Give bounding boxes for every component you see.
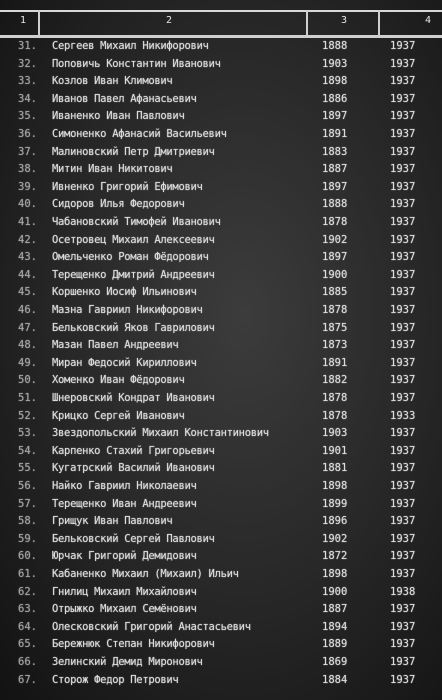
column-number-1: 1: [20, 15, 27, 26]
row-number: 53.: [18, 427, 37, 440]
row-number: 54.: [18, 444, 37, 457]
row-number: 40.: [18, 198, 37, 211]
event-year: 1937: [390, 286, 416, 299]
person-name: Козлов Иван Климович: [52, 75, 173, 88]
event-year: 1937: [390, 163, 416, 176]
row-number: 33.: [18, 75, 37, 88]
person-name: Терещенко Иван Андреевич: [52, 497, 197, 510]
column-number-4: 4: [425, 15, 432, 26]
person-name: Юрчак Григорий Демидович: [52, 550, 197, 563]
person-name: Сергеев Михаил Никифорович: [52, 40, 209, 52]
row-number: 42.: [18, 233, 37, 246]
person-name: Бережнюк Степан Никифорович: [52, 638, 215, 651]
column-number-2: 2: [166, 15, 173, 26]
row-number: 62.: [18, 585, 37, 598]
event-year: 1937: [390, 444, 416, 457]
birth-year: 1899: [322, 497, 348, 510]
column-number-3: 3: [341, 15, 348, 26]
birth-year: 1889: [322, 638, 348, 651]
event-year: 1937: [390, 40, 416, 52]
row-number: 35.: [18, 110, 37, 123]
row-number: 50.: [18, 374, 37, 387]
event-year: 1937: [390, 92, 416, 105]
event-year: 1937: [390, 356, 416, 369]
event-year: 1937: [390, 128, 416, 140]
row-number: 38.: [18, 163, 37, 176]
event-year: 1937: [390, 603, 416, 616]
row-number: 39.: [18, 180, 37, 193]
birth-year: 1896: [322, 515, 348, 528]
event-year: 1937: [390, 339, 416, 352]
event-year: 1937: [390, 251, 416, 264]
event-year: 1937: [390, 673, 416, 686]
birth-year: 1875: [322, 321, 348, 334]
column-divider: [378, 10, 380, 36]
birth-year: 1898: [322, 75, 348, 88]
person-name: Сторож Федор Петрович: [52, 673, 179, 686]
person-name: Ивненко Григорий Ефимович: [52, 180, 203, 193]
row-number: 44.: [18, 268, 37, 281]
birth-year: 1882: [322, 374, 348, 387]
person-name: Шнеровский Кондрат Иванович: [52, 392, 215, 404]
birth-year: 1902: [322, 233, 348, 246]
birth-year: 1888: [322, 198, 348, 211]
person-name: Симоненко Афанасий Васильевич: [52, 128, 227, 140]
event-year: 1938: [390, 585, 416, 598]
row-number: 55.: [18, 462, 37, 475]
birth-year: 1897: [322, 251, 348, 264]
birth-year: 1884: [322, 673, 348, 686]
birth-year: 1878: [322, 216, 348, 228]
event-year: 1937: [390, 374, 416, 387]
birth-year: 1878: [322, 304, 348, 316]
event-year: 1937: [390, 110, 416, 123]
birth-year: 1883: [322, 145, 348, 158]
row-number: 56.: [18, 480, 37, 492]
row-number: 31.: [18, 40, 37, 52]
column-divider: [306, 10, 308, 36]
row-number: 59.: [18, 532, 37, 545]
row-number: 57.: [18, 497, 37, 510]
event-year: 1937: [390, 620, 416, 633]
person-name: Гнилиц Михаил Михайлович: [52, 585, 197, 598]
row-number: 34.: [18, 92, 37, 105]
birth-year: 1881: [322, 462, 348, 475]
table-header: [0, 10, 442, 36]
row-number: 63.: [18, 603, 37, 616]
row-number: 43.: [18, 251, 37, 264]
row-number: 58.: [18, 515, 37, 528]
row-number: 51.: [18, 392, 37, 404]
birth-year: 1902: [322, 532, 348, 545]
event-year: 1937: [390, 550, 416, 563]
birth-year: 1886: [322, 92, 348, 105]
person-name: Отрыжко Михаил Семёнович: [52, 603, 197, 616]
row-number: 49.: [18, 356, 37, 369]
person-name: Кугатрский Василий Иванович: [52, 462, 215, 475]
event-year: 1937: [390, 198, 416, 211]
event-year: 1937: [390, 568, 416, 580]
row-number: 48.: [18, 339, 37, 352]
person-name: Омельченко Роман Фёдорович: [52, 251, 209, 264]
person-name: Поповичь Константин Иванович: [52, 57, 221, 70]
person-name: Митин Иван Никитович: [52, 163, 173, 176]
person-name: Карпенко Стахий Григорьевич: [52, 444, 215, 457]
person-name: Мазан Павел Андреевич: [52, 339, 179, 352]
row-number: 61.: [18, 568, 37, 580]
row-number: 37.: [18, 145, 37, 158]
person-name: Звездопольский Михаил Константинович: [52, 427, 269, 440]
event-year: 1937: [390, 304, 416, 316]
person-name: Осетровец Михаил Алексеевич: [52, 233, 215, 246]
birth-year: 1891: [322, 128, 348, 140]
birth-year: 1891: [322, 356, 348, 369]
birth-year: 1869: [322, 656, 348, 668]
event-year: 1937: [390, 480, 416, 492]
birth-year: 1887: [322, 603, 348, 616]
person-name: Крицко Сергей Иванович: [52, 409, 185, 422]
birth-year: 1873: [322, 339, 348, 352]
person-name: Коршенко Иосиф Ильинович: [52, 286, 197, 299]
event-year: 1937: [390, 57, 416, 70]
row-number: 32.: [18, 57, 37, 70]
birth-year: 1878: [322, 409, 348, 422]
birth-year: 1897: [322, 110, 348, 123]
row-number: 52.: [18, 409, 37, 422]
row-number: 47.: [18, 321, 37, 334]
event-year: 1933: [390, 409, 416, 422]
event-year: 1937: [390, 497, 416, 510]
person-name: Бельковский Сергей Павлович: [52, 532, 215, 545]
person-name: Иваненко Иван Павлович: [52, 110, 185, 123]
event-year: 1937: [390, 656, 416, 668]
birth-year: 1898: [322, 480, 348, 492]
person-name: Сидоров Илья Федорович: [52, 198, 185, 211]
event-year: 1937: [390, 145, 416, 158]
birth-year: 1903: [322, 57, 348, 70]
event-year: 1937: [390, 427, 416, 440]
event-year: 1937: [390, 392, 416, 404]
event-year: 1937: [390, 321, 416, 334]
person-name: Кабаненко Михаил (Михаил) Ильич: [52, 568, 239, 580]
birth-year: 1887: [322, 163, 348, 176]
birth-year: 1900: [322, 268, 348, 281]
birth-year: 1897: [322, 180, 348, 193]
birth-year: 1903: [322, 427, 348, 440]
event-year: 1937: [390, 515, 416, 528]
event-year: 1937: [390, 216, 416, 228]
birth-year: 1898: [322, 568, 348, 580]
row-number: 65.: [18, 638, 37, 651]
person-name: Олесковский Григорий Анастасьевич: [52, 620, 251, 633]
header-bottom-rule: [0, 35, 442, 38]
event-year: 1937: [390, 180, 416, 193]
row-number: 45.: [18, 286, 37, 299]
person-name: Бельковский Яков Гаврилович: [52, 321, 215, 334]
event-year: 1937: [390, 268, 416, 281]
row-number: 46.: [18, 304, 37, 316]
event-year: 1937: [390, 233, 416, 246]
row-number: 66.: [18, 656, 37, 668]
row-number: 41.: [18, 216, 37, 228]
person-name: Малиновский Петр Дмитриевич: [52, 145, 215, 158]
person-name: Зелинский Демид Миронович: [52, 656, 203, 668]
column-divider: [38, 10, 40, 36]
header-top-rule: [0, 10, 442, 12]
person-name: Иванов Павел Афанасьевич: [52, 92, 197, 105]
row-number: 36.: [18, 128, 37, 140]
birth-year: 1901: [322, 444, 348, 457]
row-number: 60.: [18, 550, 37, 563]
event-year: 1937: [390, 75, 416, 88]
person-name: Грищук Иван Павлович: [52, 515, 173, 528]
row-number: 67.: [18, 673, 37, 686]
event-year: 1937: [390, 532, 416, 545]
person-name: Мазна Гавриил Никифорович: [52, 304, 203, 316]
person-name: Миран Федосий Кириллович: [52, 356, 197, 369]
person-name: Найко Гавриил Николаевич: [52, 480, 197, 492]
birth-year: 1894: [322, 620, 348, 633]
row-number: 64.: [18, 620, 37, 633]
birth-year: 1872: [322, 550, 348, 563]
table-row: [0, 674, 442, 694]
birth-year: 1885: [322, 286, 348, 299]
event-year: 1937: [390, 462, 416, 475]
birth-year: 1888: [322, 40, 348, 52]
person-name: Хоменко Иван Фёдорович: [52, 374, 185, 387]
birth-year: 1900: [322, 585, 348, 598]
event-year: 1937: [390, 638, 416, 651]
person-name: Терещенко Дмитрий Андреевич: [52, 268, 215, 281]
person-name: Чабановский Тимофей Иванович: [52, 216, 221, 228]
birth-year: 1878: [322, 392, 348, 404]
